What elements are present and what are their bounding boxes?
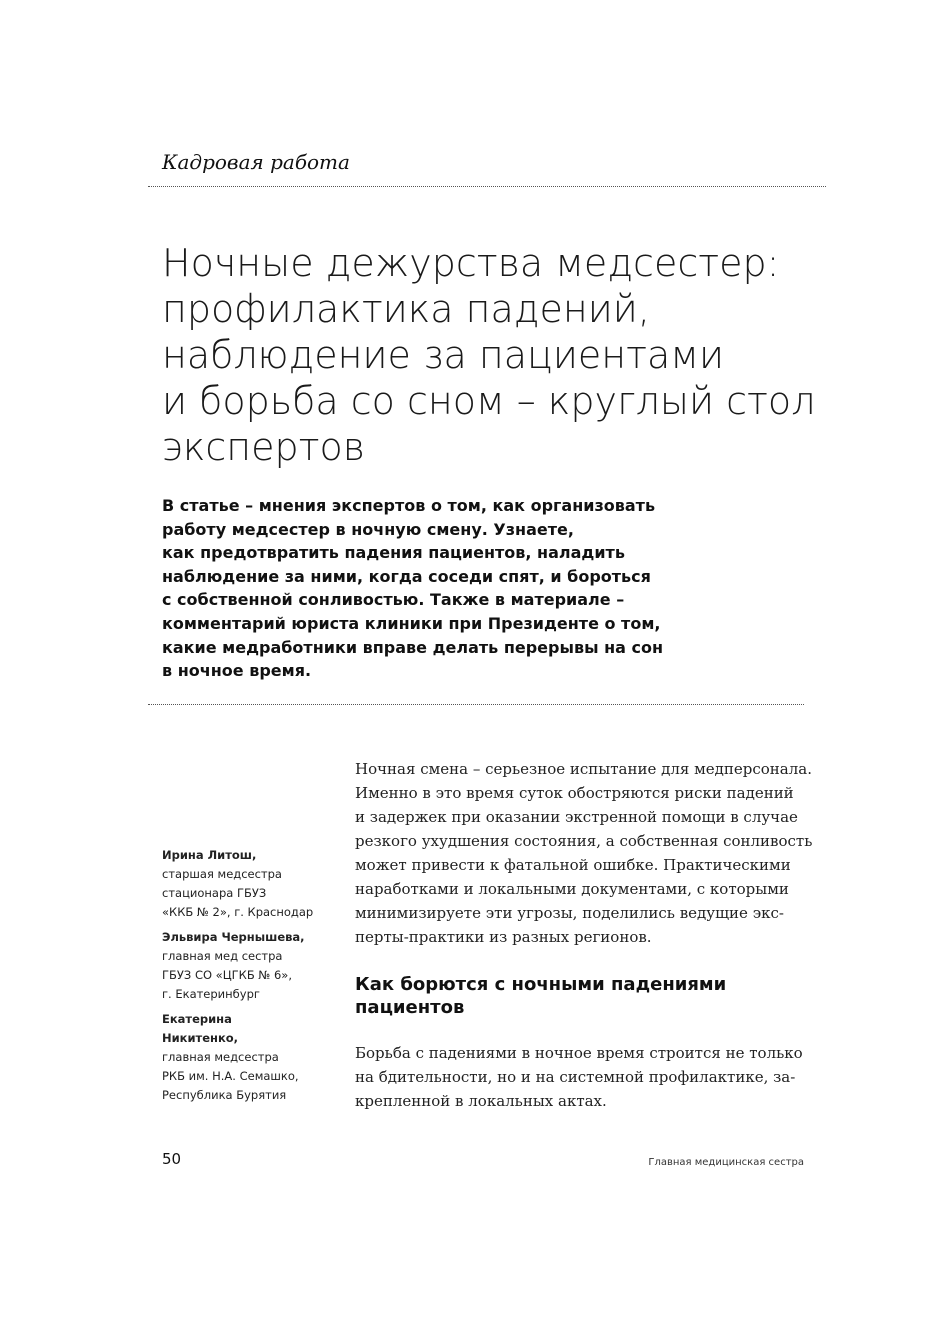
article-lead [162,494,722,683]
author-info-line: главная медсестра [162,1050,279,1064]
author-name: Ирина Литош, [162,848,257,862]
body-line: перты-практики из разных регионов. [355,928,652,946]
author-info-line: стационара ГБУЗ [162,886,267,900]
lead-line: с собственной сонливостью. Также в материале – [162,590,625,610]
body-line: Борьба с падениями в ночное время строится не только [355,1044,803,1062]
section-label: Кадровая работа [162,150,350,174]
heading-line: пациентов [355,997,465,1018]
body-line: Именно в это время суток обостряются риски падений [355,784,794,802]
author-name: Екатерина [162,1012,232,1026]
lead-line: как предотвратить падения пациентов, наладить [162,543,625,563]
author-info-line: г. Екатеринбург [162,987,260,1001]
lead-line: какие медработники вправе делать перерывы на сон [162,637,664,657]
title-line: и борьба со сном – круглый стол [162,379,816,423]
body-paragraph-intro [355,757,813,949]
title-line: Ночные дежурства медсестер: [162,241,780,285]
body-paragraph-falls [355,1041,805,1113]
body-line: на бдительности, но и на системной профилактике, за- [355,1068,796,1086]
author-card [162,928,342,1004]
body-line: может привести к фатальной ошибке. Практическими [355,856,791,874]
body-line: и задержек при оказании экстренной помощи в случае [355,808,798,826]
title-line: экспертов [162,425,366,469]
header-divider [148,186,826,187]
author-info-line: старшая медсестра [162,867,282,881]
author-name: Никитенко, [162,1031,239,1045]
heading-line: Как борются с ночными падениями [355,974,727,995]
author-card [162,1010,342,1105]
body-line: Ночная смена – серьезное испытание для медперсонала. [355,760,812,778]
lead-line: комментарий юриста клиники при Президенте о том, [162,613,661,633]
title-line: наблюдение за пациентами [162,333,724,377]
body-line: наработками и локальными документами, с которыми [355,880,789,898]
lead-divider [148,704,804,705]
lead-line: наблюдение за ними, когда соседи спят, и бороться [162,566,651,586]
journal-name: Главная медицинская сестра [648,1157,804,1168]
author-card [162,846,342,922]
page-number: 50 [162,1150,182,1168]
author-name: Эльвира Чернышева, [162,930,305,944]
author-sidebar [162,846,342,1111]
lead-line: в ночное время. [162,661,312,681]
body-line: резкого ухудшения состояния, а собственная сонливость [355,832,813,850]
title-line: профилактика падений, [162,287,650,331]
author-info-line: Республика Бурятия [162,1088,287,1102]
lead-line: работу медсестер в ночную смену. Узнаете, [162,519,574,539]
section-heading [355,973,805,1019]
author-info-line: РКБ им. Н.А. Семашко, [162,1069,299,1083]
author-info-line: «ККБ № 2», г. Краснодар [162,905,314,919]
lead-line: В статье – мнения экспертов о том, как организовать [162,496,656,515]
body-line: крепленной в локальных актах. [355,1092,607,1110]
author-info-line: главная мед сестра [162,949,283,963]
article-title [162,240,822,470]
author-info-line: ГБУЗ СО «ЦГКБ № 6», [162,968,292,982]
body-line: минимизируете эти угрозы, поделились ведущие экс- [355,904,784,922]
